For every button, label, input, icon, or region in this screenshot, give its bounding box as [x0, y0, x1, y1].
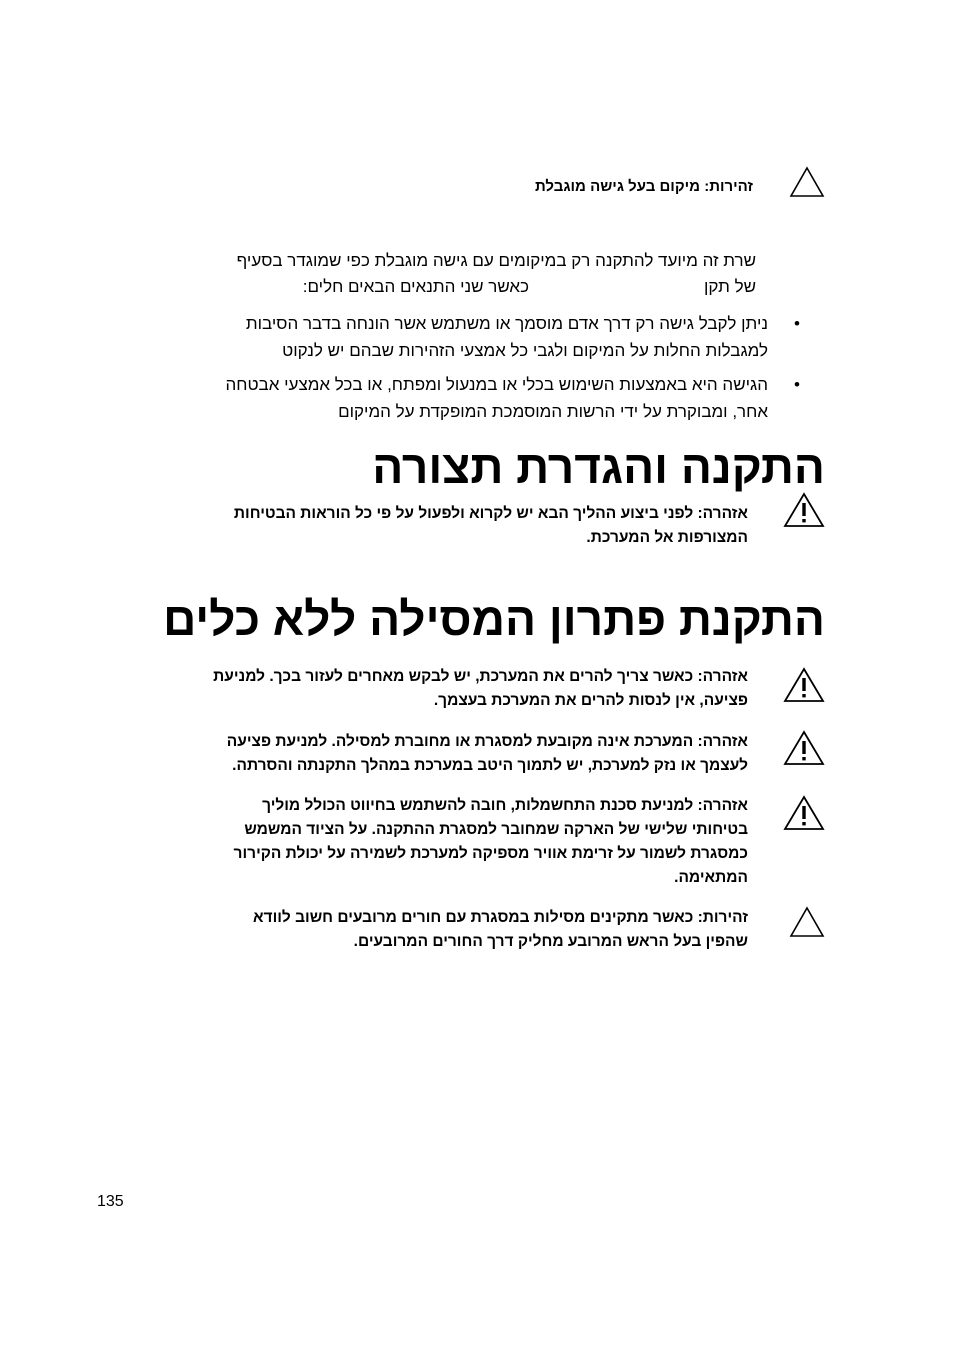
- warning-line: בטיחותי שלישי של הארקה שמחובר למסגרת ההתקנה. על הציוד המשמש: [244, 821, 748, 838]
- warning-text: [148, 730, 748, 778]
- warning-line: אזהרה: לפני ביצוע ההליך הבא יש לקרוא ולפעול על פי כל הוראות הבטיחות: [233, 505, 748, 522]
- warning-text: [148, 665, 748, 713]
- caution-line: זהירות: כאשר מתקינים מסילות במסגרת עם חורים מרובעים חשוב לוודא: [252, 909, 748, 926]
- intro-line-2: [176, 274, 756, 300]
- bullet-line: ניתן לקבל גישה רק דרך אדם מוסמך או משתמש אשר הונחה בדבר הסיבות: [245, 314, 768, 333]
- warning-line: אזהרה: כאשר צריך להרים את המערכת, יש לבקש מאחרים לעזור בכך. למניעת: [213, 668, 748, 685]
- warning-line: כמסגרת לשמור על זרימת אוויר מספיקה למערכת לשמירה על יכולת הקירור: [233, 845, 748, 862]
- section-heading-installation: התקנה והגדרת תצורה: [372, 441, 825, 493]
- caution-icon: [789, 906, 825, 938]
- warning-line: פציעה, אין לנסות להרים את המערכת בעצמך.: [433, 692, 748, 709]
- warning-icon: [783, 667, 825, 703]
- bullet-line: אחר, ומבוקרת על ידי הרשות המוסמכת המופקדת על המיקום: [338, 402, 768, 421]
- warning-line: אזהרה: המערכת אינה מקובעת למסגרת או מחוברת למסילה. למניעת פציעה: [226, 733, 748, 750]
- bullet-line: למגבלות החלות על המיקום ולגבי כל אמצעי הזהירות שבהם יש לנקוט: [282, 341, 768, 360]
- intro-paragraph: [176, 248, 756, 300]
- caution-icon: [789, 166, 825, 198]
- bullet-item: [68, 371, 800, 425]
- intro-line-2b: כאשר שני התנאים הבאים חלים:: [302, 277, 529, 296]
- warning-text: [148, 502, 748, 550]
- intro-line-1: שרת זה מיועד להתקנה רק במיקומים עם גישה מוגבלת כפי שמוגדר בסעיף: [236, 251, 756, 270]
- warning-icon: [783, 492, 825, 528]
- bullet-line: הגישה היא באמצעות השימוש בכלי או במנעול ומפתח, או בכל אמצעי אבטחה: [225, 375, 768, 394]
- warning-icon: [783, 730, 825, 766]
- caution-line: שהפין בעל הראש המרובע מחליק דרך החורים המרובעים.: [353, 933, 748, 950]
- page-number: 135: [97, 1193, 124, 1210]
- warning-icon: [783, 795, 825, 831]
- warning-line: אזהרה: למניעת סכנת התחשמלות, חובה להשתמש בחיווט הכולל מוליך: [262, 797, 748, 814]
- caution-note-title: זהירות: מיקום בעל גישה מוגבלת: [534, 178, 753, 195]
- intro-line-2a: של תקן: [704, 277, 756, 296]
- caution-text: [148, 906, 748, 954]
- warning-line: המצורפות אל המערכת.: [586, 529, 748, 546]
- warning-line: המתאימה.: [674, 869, 748, 886]
- warning-line: לעצמך או נזק למערכת, יש לתמוך היטב במערכת במהלך התקנתה והסרתה.: [232, 757, 748, 774]
- warning-text: [148, 794, 748, 890]
- bullet-dot-icon: •: [794, 375, 800, 394]
- section-heading-rail-install: התקנת פתרון המסילה ללא כלים: [163, 593, 825, 645]
- bullet-dot-icon: •: [794, 314, 800, 333]
- bullet-item: [68, 310, 800, 364]
